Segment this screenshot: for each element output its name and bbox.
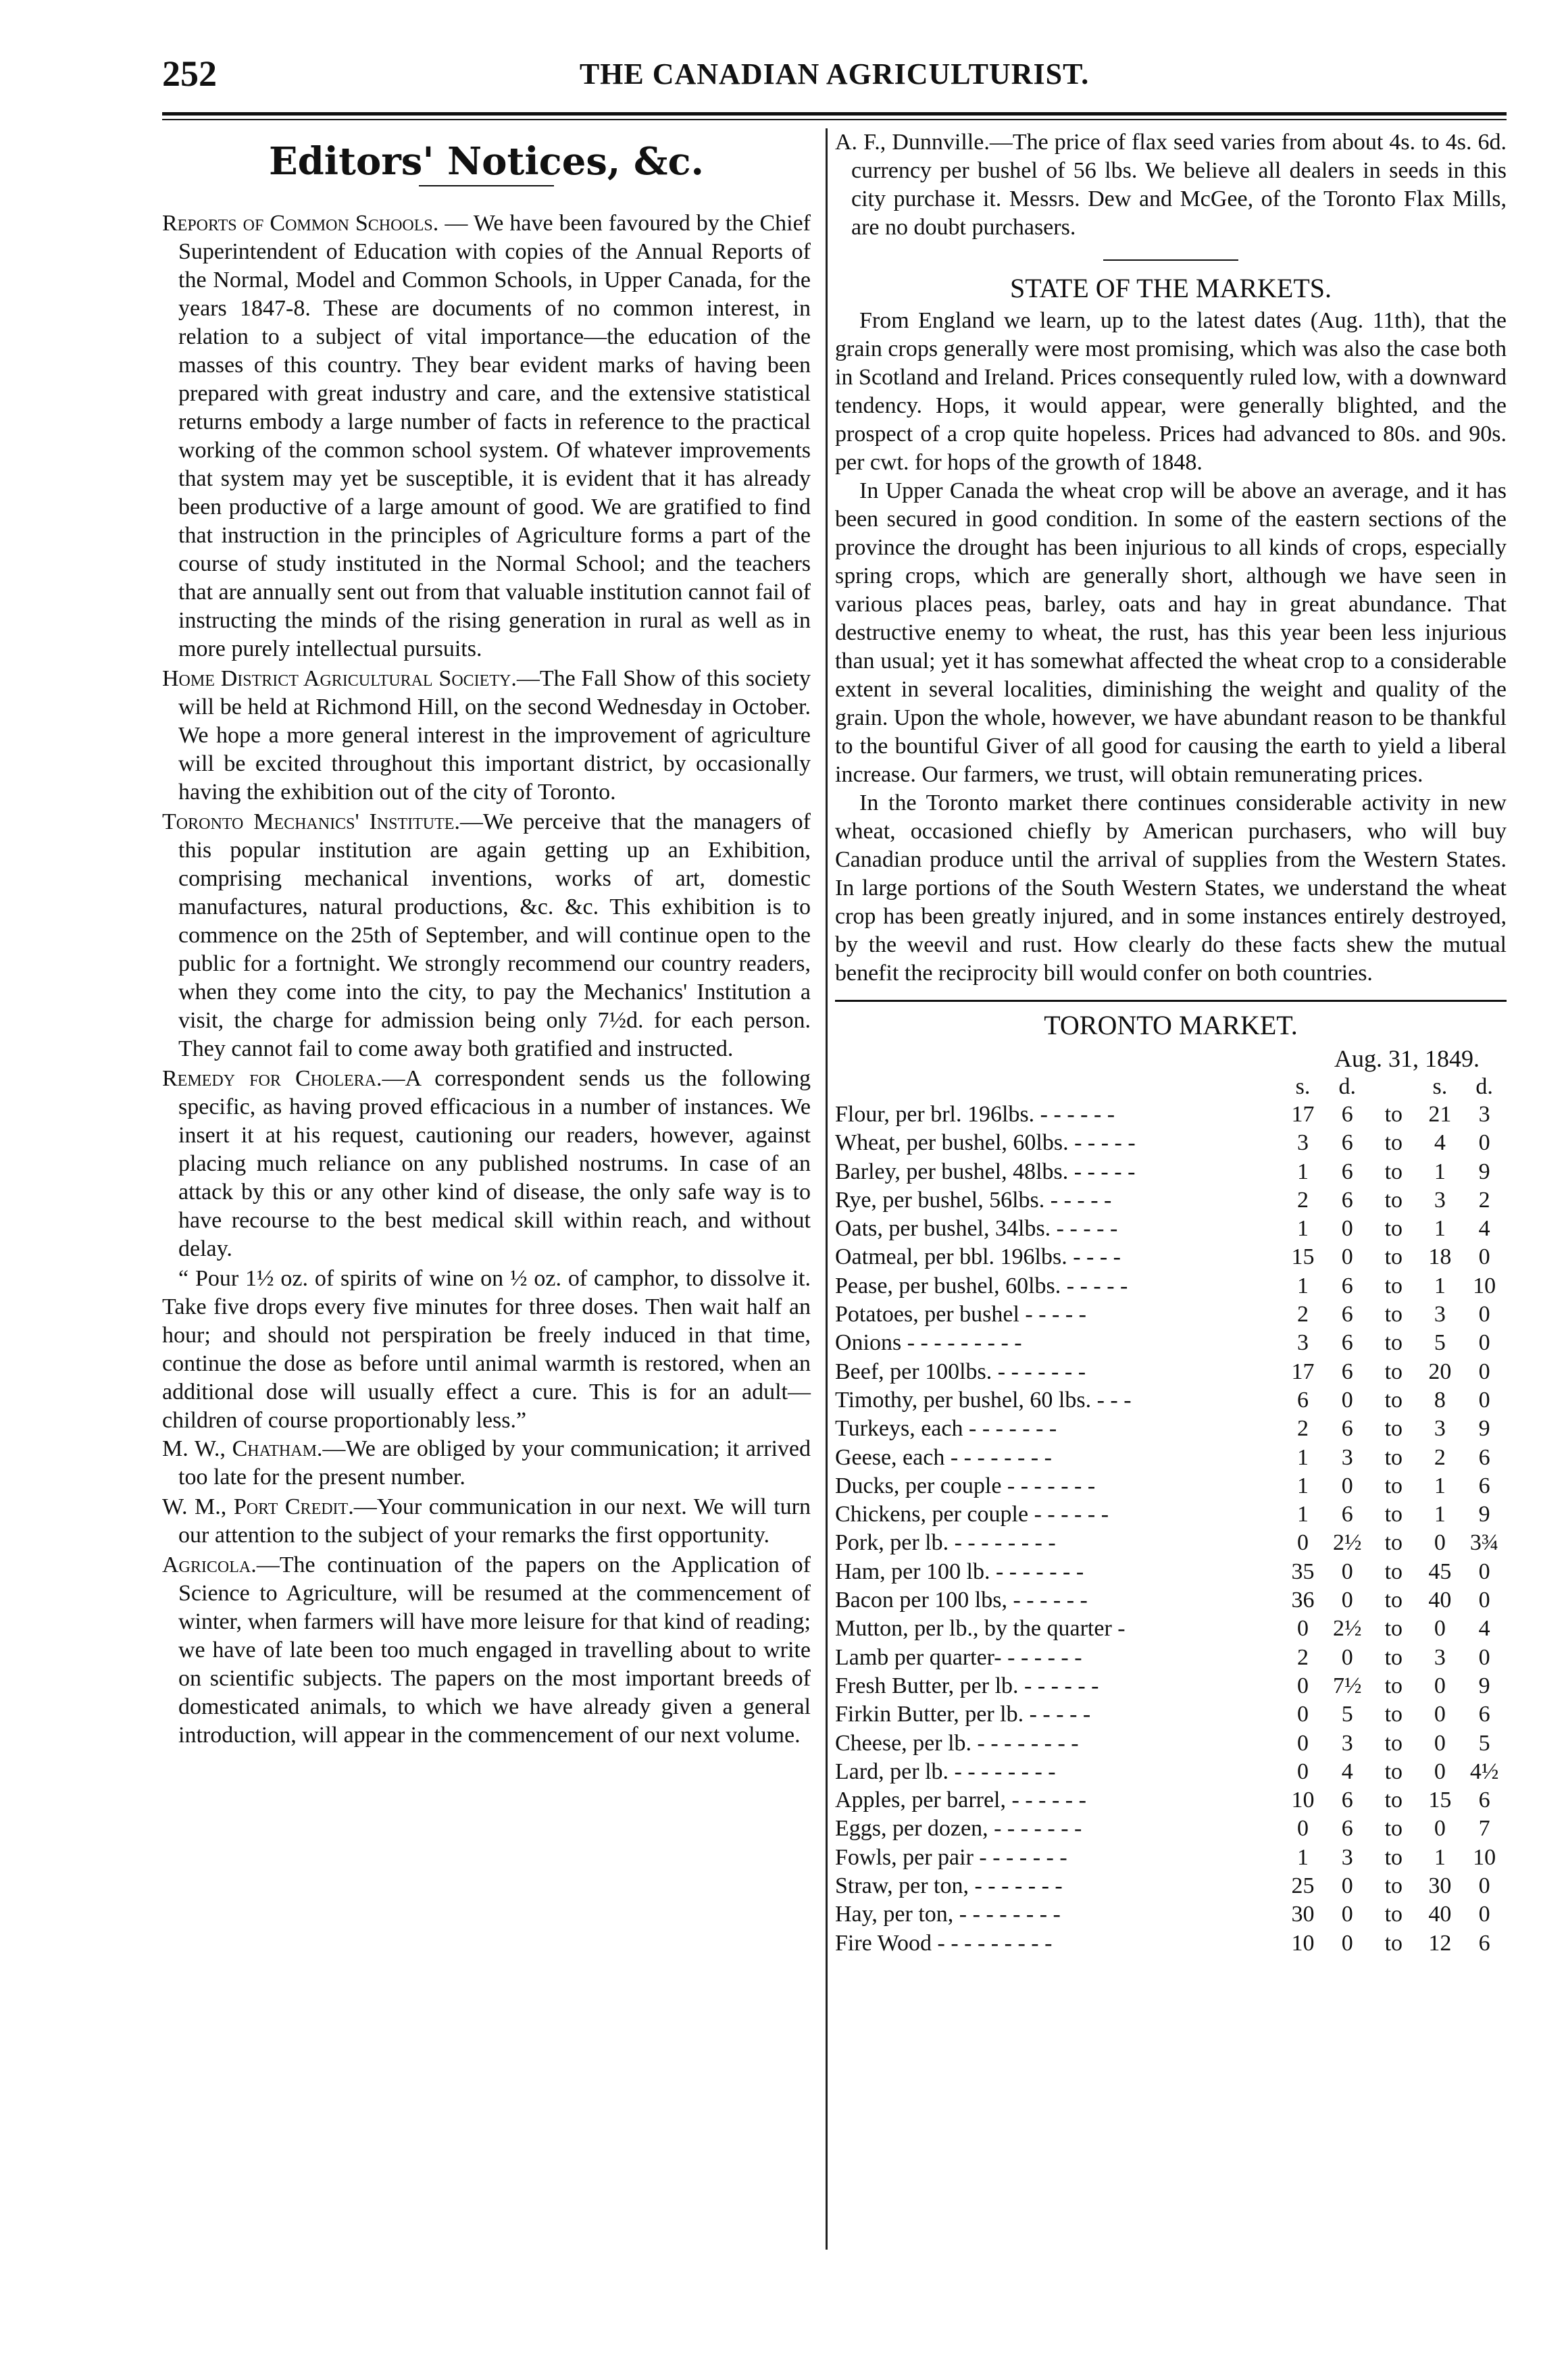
price-low-shillings: 17: [1291, 1102, 1315, 1127]
price-low-pence: 0: [1341, 1559, 1353, 1584]
page-number: 252: [162, 53, 217, 94]
col-header: d.: [1338, 1074, 1356, 1099]
table-row: [835, 1272, 1507, 1300]
col-header: d.: [1475, 1074, 1493, 1099]
item-name: Firkin Butter, per lb. - - - - -: [835, 1702, 1091, 1727]
price-high-pence: 6: [1478, 1930, 1490, 1956]
notice-lead: Toronto Mechanics' Institute.: [162, 809, 460, 834]
price-low-pence: 6: [1341, 1330, 1353, 1356]
price-high-pence: 0: [1478, 1559, 1490, 1584]
to-word: to: [1384, 1702, 1403, 1727]
price-high-pence: 0: [1478, 1130, 1490, 1156]
item-name: Fowls, per pair - - - - - - -: [835, 1844, 1067, 1870]
price-high-shillings: 3: [1434, 1302, 1446, 1327]
table-row: [835, 1358, 1507, 1386]
item-name: Fresh Butter, per lb. - - - - - -: [835, 1673, 1099, 1698]
notice-text: —A correspondent sends us the following specific, as having proved efficacious in a number of instances. We insert it at his request, cautioning our readers, however, against placing much reliance on any published nostrums. In case of an attack by this or any other kind of disease, the only safe way is to have recourse to the best medical skill within reach, and without delay.: [178, 1066, 811, 1261]
notice-text: —We perceive that the managers of this popular institution are again getting up an Exhibition, comprising mechanical inventions, works of art, domestic manufactures, natural productions, &c. &c. This exhibition is to commence on the 25th of September, and will continue open to the public for a fortnight. We strongly recommend our country readers, when they come into the city, to pay the Mechanics' Institution a visit, the charge for admission being only 7½d. for each person. They cannot fail to come away both gratified and instructed.: [178, 809, 811, 1061]
price-low-pence: 6: [1341, 1788, 1353, 1813]
item-name: Oats, per bushel, 34lbs. - - - - -: [835, 1216, 1118, 1242]
table-row: [835, 1700, 1507, 1729]
price-high-pence: 6: [1478, 1473, 1490, 1498]
table-row: [835, 1243, 1507, 1271]
notice-text: —The Fall Show of this society will be held at Richmond Hill, on the second Wednesday in October. We hope a more general interest in the improvement of agriculture will be excited throughout this important district, by occasionally having the exhibition out of the city of Toronto.: [178, 666, 811, 805]
price-low-pence: 6: [1341, 1187, 1353, 1213]
to-word: to: [1384, 1730, 1403, 1756]
price-table-header: [835, 1073, 1507, 1100]
price-high-pence: 9: [1478, 1159, 1490, 1184]
to-word: to: [1384, 1216, 1403, 1242]
to-word: to: [1384, 1588, 1403, 1613]
price-low-pence: 4: [1341, 1758, 1353, 1784]
left-column: [162, 128, 811, 1751]
price-low-shillings: 2: [1297, 1416, 1309, 1442]
to-word: to: [1384, 1758, 1403, 1784]
price-high-pence: 0: [1478, 1873, 1490, 1899]
price-low-shillings: 1: [1297, 1502, 1309, 1527]
price-high-shillings: 40: [1428, 1588, 1452, 1613]
notice-entry: [162, 1065, 811, 1263]
notice-lead: Home District Agricultural Society.: [162, 666, 517, 691]
table-row: [835, 1158, 1507, 1186]
price-low-pence: 0: [1341, 1873, 1353, 1899]
to-word: to: [1384, 1302, 1403, 1327]
price-high-pence: 9: [1478, 1502, 1490, 1527]
item-name: Straw, per ton, - - - - - - -: [835, 1873, 1063, 1899]
table-row: [835, 1586, 1507, 1615]
col-header: s.: [1432, 1074, 1448, 1099]
table-row: [835, 1929, 1507, 1958]
price-high-pence: 0: [1478, 1588, 1490, 1613]
price-high-pence: 3¾: [1469, 1530, 1499, 1556]
price-low-shillings: 2: [1297, 1644, 1309, 1670]
item-name: Apples, per barrel, - - - - - -: [835, 1788, 1086, 1813]
notice-lead: Reports of Common Schools.: [162, 211, 439, 236]
header-rule: [162, 112, 1507, 116]
notice-text: — We have been favoured by the Chief Superintendent of Education with copies of the Annual Reports of the Normal, Model and Common Schools, in Upper Canada, for the years 1847-8. These are documents of no common interest, in relation to a subject of vital importance—the education of the masses of this country. They bear evident marks of having been prepared with great industry and care, and the extensive statistical returns embody a large number of facts in reference to the practical working of the common school system. Of whatever improvements that system may yet be susceptible, it is evident that it has already been productive of a large amount of good. We are gratified to find that instruction in the principles of Agriculture forms a part of the course of study instituted in the Normal School; and the teachers that are annually sent out from that valuable institution cannot fail of instructing the minds of the rising generation in rural as well as in more purely intellectual pursuits.: [178, 211, 811, 661]
price-low-shillings: 1: [1297, 1273, 1309, 1298]
notices-list: [162, 209, 811, 1750]
table-row: [835, 1729, 1507, 1758]
table-row: [835, 1186, 1507, 1215]
price-high-pence: 4: [1478, 1216, 1490, 1242]
price-low-shillings: 2: [1297, 1187, 1309, 1213]
item-name: Oatmeal, per bbl. 196lbs. - - - -: [835, 1244, 1121, 1270]
price-low-shillings: 15: [1291, 1244, 1315, 1270]
to-word: to: [1384, 1844, 1403, 1870]
table-row: [835, 1529, 1507, 1557]
price-low-pence: 6: [1341, 1273, 1353, 1298]
item-name: Eggs, per dozen, - - - - - - -: [835, 1816, 1082, 1842]
to-word: to: [1384, 1902, 1403, 1927]
price-high-shillings: 30: [1428, 1873, 1452, 1899]
markets-heading: STATE OF THE MARKETS.: [1009, 273, 1332, 303]
price-high-shillings: 0: [1434, 1702, 1446, 1727]
notice-lead: Remedy for Cholera.: [162, 1066, 382, 1091]
toronto-market-heading: TORONTO MARKET.: [1044, 1010, 1298, 1040]
to-word: to: [1384, 1244, 1403, 1270]
price-low-shillings: 0: [1297, 1730, 1309, 1756]
markets-paragraph: In Upper Canada the wheat crop will be above an average, and it has been secured in good condition. In some of the eastern sections of the province the drought has been injurious to all kinds of crops, especially spring crops, which are generally short, although we have seen in various places peas, barley, oats and hay in great abundance. That destructive enemy to wheat, the rust, has this year been less injurious than usual; yet it has somewhat affected the wheat crop to a considerable extent in several localities, diminishing the weight and quality of the grain. Upon the whole, however, we have abundant reason to be thankful to the bountiful Giver of all good for causing the earth to yield a liberal increase. Our farmers, we trust, will obtain remunerating prices.: [835, 478, 1507, 787]
item-name: Pork, per lb. - - - - - - - -: [835, 1530, 1056, 1556]
price-low-shillings: 6: [1297, 1387, 1309, 1413]
price-low-pence: 3: [1341, 1444, 1353, 1470]
item-name: Flour, per brl. 196lbs. - - - - - -: [835, 1102, 1115, 1127]
to-word: to: [1384, 1616, 1403, 1642]
price-low-pence: 6: [1341, 1102, 1353, 1127]
price-high-pence: 0: [1478, 1330, 1490, 1356]
price-low-pence: 0: [1341, 1930, 1353, 1956]
price-high-pence: 7: [1478, 1816, 1490, 1842]
price-low-shillings: 0: [1297, 1702, 1309, 1727]
table-row: [835, 1644, 1507, 1672]
item-name: Ham, per 100 lb. - - - - - - -: [835, 1559, 1084, 1584]
to-word: to: [1384, 1530, 1403, 1556]
price-low-pence: 5: [1341, 1702, 1353, 1727]
to-word: to: [1384, 1416, 1403, 1442]
price-low-shillings: 2: [1297, 1302, 1309, 1327]
price-high-shillings: 1: [1434, 1216, 1446, 1242]
market-date: Aug. 31, 1849.: [1334, 1045, 1480, 1072]
table-row: [835, 1415, 1507, 1443]
title-rule: [419, 185, 554, 186]
table-row: [835, 1615, 1507, 1643]
to-word: to: [1384, 1444, 1403, 1470]
to-word: to: [1384, 1159, 1403, 1184]
price-low-pence: 6: [1341, 1302, 1353, 1327]
note-rule: [1103, 259, 1238, 261]
to-word: to: [1384, 1930, 1403, 1956]
price-high-shillings: 1: [1434, 1273, 1446, 1298]
item-name: Onions - - - - - - - - -: [835, 1330, 1022, 1356]
notice-entry: [162, 209, 811, 663]
price-high-pence: 2: [1478, 1187, 1490, 1213]
price-low-shillings: 25: [1291, 1873, 1315, 1899]
notice-entry: [162, 1551, 811, 1750]
notice-text: —We are obliged by your communication; it arrived too late for the present number.: [178, 1436, 811, 1490]
item-name: Timothy, per bushel, 60 lbs. - - -: [835, 1387, 1132, 1413]
markets-paragraph: In the Toronto market there continues considerable activity in new wheat, occasioned chiefly by American purchasers, who will buy Canadian produce until the arrival of supplies from the Western States. In large portions of the South Western States, we understand the wheat crop has been greatly injured, and in some instances entirely destroyed, by the weevil and rust. How clearly do these facts shew the mutual benefit the reciprocity bill would confer on both countries.: [835, 790, 1507, 986]
to-word: to: [1384, 1473, 1403, 1498]
price-high-shillings: 21: [1428, 1102, 1452, 1127]
price-low-pence: 6: [1341, 1159, 1353, 1184]
to-word: to: [1384, 1102, 1403, 1127]
item-name: Beef, per 100lbs. - - - - - - -: [835, 1359, 1086, 1384]
column-divider: [826, 128, 828, 2250]
markets-article: [835, 307, 1507, 988]
right-column: [835, 128, 1507, 1958]
price-low-pence: 0: [1341, 1387, 1353, 1413]
to-word: to: [1384, 1359, 1403, 1384]
price-low-shillings: 1: [1297, 1473, 1309, 1498]
notice-entry: [162, 665, 811, 807]
price-low-shillings: 17: [1291, 1359, 1315, 1384]
table-row: [835, 1900, 1507, 1929]
item-name: Rye, per bushel, 56lbs. - - - - -: [835, 1187, 1112, 1213]
table-row: [835, 1472, 1507, 1500]
price-high-pence: 9: [1478, 1416, 1490, 1442]
price-low-shillings: 1: [1297, 1444, 1309, 1470]
price-low-pence: 6: [1341, 1416, 1353, 1442]
price-low-shillings: 1: [1297, 1844, 1309, 1870]
price-high-shillings: 0: [1434, 1673, 1446, 1698]
price-high-pence: 0: [1478, 1902, 1490, 1927]
notice-lead: W. M., Port Credit.: [162, 1494, 354, 1519]
price-high-shillings: 1: [1434, 1844, 1446, 1870]
notice-entry: [162, 1435, 811, 1492]
to-word: to: [1384, 1387, 1403, 1413]
table-row: [835, 1872, 1507, 1900]
item-name: Bacon per 100 lbs, - - - - - -: [835, 1588, 1088, 1613]
markets-paragraph: From England we learn, up to the latest dates (Aug. 11th), that the grain crops generally were most promising, which was also the case both in Scotland and Ireland. Prices consequently ruled low, with a downward tendency. Hops, it would appear, were generally blighted, and the prospect of a crop quite hopeless. Prices had advanced to 80s. and 90s. per cwt. for hops of the growth of 1848.: [835, 308, 1507, 475]
notice-entry: [162, 1493, 811, 1550]
price-high-shillings: 8: [1434, 1387, 1446, 1413]
table-row: [835, 1129, 1507, 1157]
table-row: [835, 1100, 1507, 1129]
item-name: Hay, per ton, - - - - - - - -: [835, 1902, 1061, 1927]
price-high-shillings: 15: [1428, 1788, 1452, 1813]
item-name: Potatoes, per bushel - - - - -: [835, 1302, 1087, 1327]
price-high-shillings: 1: [1434, 1473, 1446, 1498]
price-high-shillings: 40: [1428, 1902, 1452, 1927]
item-name: Geese, each - - - - - - - -: [835, 1444, 1052, 1470]
price-low-pence: 0: [1341, 1216, 1353, 1242]
to-word: to: [1384, 1502, 1403, 1527]
price-high-pence: 5: [1478, 1730, 1490, 1756]
item-name: Pease, per bushel, 60lbs. - - - - -: [835, 1273, 1128, 1298]
price-low-shillings: 3: [1297, 1130, 1309, 1156]
to-word: to: [1384, 1187, 1403, 1213]
notice-entry: [162, 1265, 811, 1435]
price-high-pence: 4½: [1469, 1758, 1499, 1784]
item-name: Ducks, per couple - - - - - - -: [835, 1473, 1096, 1498]
price-high-pence: 6: [1478, 1444, 1490, 1470]
price-low-shillings: 0: [1297, 1673, 1309, 1698]
price-low-pence: 0: [1341, 1244, 1353, 1270]
price-low-pence: 0: [1341, 1588, 1353, 1613]
notice-lead: M. W., Chatham.: [162, 1436, 323, 1461]
notice-entry: [162, 808, 811, 1063]
to-word: to: [1384, 1130, 1403, 1156]
item-name: Lamb per quarter- - - - - - -: [835, 1644, 1082, 1670]
price-low-pence: 6: [1341, 1130, 1353, 1156]
price-high-shillings: 3: [1434, 1644, 1446, 1670]
to-word: to: [1384, 1788, 1403, 1813]
item-name: Barley, per bushel, 48lbs. - - - - -: [835, 1159, 1136, 1184]
price-high-shillings: 45: [1428, 1559, 1452, 1584]
flax-note: A. F., Dunnville.—The price of flax seed varies from about 4s. to 4s. 6d. currency per bushel of 56 lbs. We believe all dealers in seeds in this city purchase it. Messrs. Dew and McGee, of the Toronto Flax Mills, are no doubt purchasers.: [835, 130, 1507, 240]
price-high-pence: 0: [1478, 1644, 1490, 1670]
price-table: [835, 1073, 1507, 1958]
table-row: [835, 1329, 1507, 1357]
price-low-shillings: 1: [1297, 1159, 1309, 1184]
price-low-pence: 6: [1341, 1816, 1353, 1842]
item-name: Wheat, per bushel, 60lbs. - - - - -: [835, 1130, 1136, 1156]
price-low-shillings: 35: [1291, 1559, 1315, 1584]
table-row: [835, 1786, 1507, 1815]
running-title: THE CANADIAN AGRICULTURIST.: [579, 57, 1090, 91]
price-low-pence: 0: [1341, 1902, 1353, 1927]
price-low-shillings: 10: [1291, 1930, 1315, 1956]
table-row: [835, 1500, 1507, 1529]
item-name: Chickens, per couple - - - - - -: [835, 1502, 1109, 1527]
price-high-pence: 10: [1473, 1844, 1496, 1870]
to-word: to: [1384, 1873, 1403, 1899]
price-low-shillings: 36: [1291, 1588, 1315, 1613]
notice-text: —Your communication in our next. We will turn our attention to the subject of your remarks the first opportunity.: [178, 1494, 811, 1548]
item-name: Fire Wood - - - - - - - - -: [835, 1930, 1053, 1956]
to-word: to: [1384, 1816, 1403, 1842]
table-row: [835, 1815, 1507, 1843]
item-name: Cheese, per lb. - - - - - - - -: [835, 1730, 1079, 1756]
table-row: [835, 1215, 1507, 1243]
price-low-pence: 2½: [1332, 1616, 1362, 1642]
table-row: [835, 1558, 1507, 1586]
price-high-pence: 10: [1473, 1273, 1496, 1298]
price-high-shillings: 0: [1434, 1730, 1446, 1756]
price-high-pence: 4: [1478, 1616, 1490, 1642]
price-high-shillings: 1: [1434, 1502, 1446, 1527]
price-high-shillings: 0: [1434, 1530, 1446, 1556]
price-high-shillings: 0: [1434, 1816, 1446, 1842]
price-low-pence: 3: [1341, 1844, 1353, 1870]
price-low-shillings: 1: [1297, 1216, 1309, 1242]
to-word: to: [1384, 1330, 1403, 1356]
price-high-pence: 0: [1478, 1302, 1490, 1327]
price-low-pence: 3: [1341, 1730, 1353, 1756]
to-word: to: [1384, 1559, 1403, 1584]
price-low-pence: 7½: [1332, 1673, 1362, 1698]
price-low-shillings: 0: [1297, 1758, 1309, 1784]
price-high-pence: 9: [1478, 1673, 1490, 1698]
price-high-shillings: 18: [1428, 1244, 1452, 1270]
header-rule-thin: [162, 119, 1507, 120]
price-low-shillings: 30: [1291, 1902, 1315, 1927]
table-row: [835, 1444, 1507, 1472]
price-high-shillings: 0: [1434, 1758, 1446, 1784]
price-high-pence: 3: [1478, 1102, 1490, 1127]
section-title: Editors' Notices, &c.: [268, 139, 705, 184]
price-low-shillings: 0: [1297, 1530, 1309, 1556]
price-low-pence: 2½: [1332, 1530, 1362, 1556]
notice-lead: Agricola.: [162, 1552, 257, 1577]
to-word: to: [1384, 1644, 1403, 1670]
price-high-shillings: 20: [1428, 1359, 1452, 1384]
price-high-pence: 0: [1478, 1244, 1490, 1270]
price-low-pence: 6: [1341, 1502, 1353, 1527]
price-low-shillings: 0: [1297, 1616, 1309, 1642]
price-high-shillings: 1: [1434, 1159, 1446, 1184]
to-word: to: [1384, 1273, 1403, 1298]
table-row: [835, 1672, 1507, 1700]
price-high-pence: 0: [1478, 1387, 1490, 1413]
price-low-pence: 0: [1341, 1644, 1353, 1670]
market-rule: [835, 1000, 1507, 1002]
price-low-pence: 0: [1341, 1473, 1353, 1498]
price-high-shillings: 2: [1434, 1444, 1446, 1470]
notice-text: “ Pour 1½ oz. of spirits of wine on ½ oz. of camphor, to dissolve it. Take five drops every five minutes for three doses. Then wait half an hour; and should not perspiration be freely induced in that time, continue the dose as before until animal warmth is restored, when an additional dose will usually effect a cure. This is for an adult—children of course proportionably less.”: [162, 1266, 811, 1433]
price-low-shillings: 0: [1297, 1816, 1309, 1842]
price-low-pence: 6: [1341, 1359, 1353, 1384]
item-name: Mutton, per lb., by the quarter -: [835, 1616, 1126, 1642]
item-name: Lard, per lb. - - - - - - - -: [835, 1758, 1056, 1784]
price-high-shillings: 0: [1434, 1616, 1446, 1642]
table-row: [835, 1844, 1507, 1872]
col-header: s.: [1295, 1074, 1311, 1099]
notice-text: —The continuation of the papers on the Application of Science to Agriculture, will be resumed at the commencement of winter, when farmers will have more leisure for that kind of reading; we have of late been too much engaged in travelling about to write on scientific subjects. The papers on the most important breeds of domesticated animals, to which we have already given a general introduction, will appear in the commencement of our next volume.: [178, 1552, 811, 1748]
price-high-pence: 6: [1478, 1702, 1490, 1727]
table-row: [835, 1300, 1507, 1329]
table-row: [835, 1386, 1507, 1415]
price-high-pence: 6: [1478, 1788, 1490, 1813]
price-high-shillings: 3: [1434, 1416, 1446, 1442]
price-high-pence: 0: [1478, 1359, 1490, 1384]
price-low-shillings: 10: [1291, 1788, 1315, 1813]
page-header: [162, 53, 1507, 113]
price-high-shillings: 12: [1428, 1930, 1452, 1956]
item-name: Turkeys, each - - - - - - -: [835, 1416, 1057, 1442]
price-high-shillings: 4: [1434, 1130, 1446, 1156]
table-row: [835, 1758, 1507, 1786]
price-high-shillings: 3: [1434, 1187, 1446, 1213]
price-high-shillings: 5: [1434, 1330, 1446, 1356]
to-word: to: [1384, 1673, 1403, 1698]
price-low-shillings: 3: [1297, 1330, 1309, 1356]
